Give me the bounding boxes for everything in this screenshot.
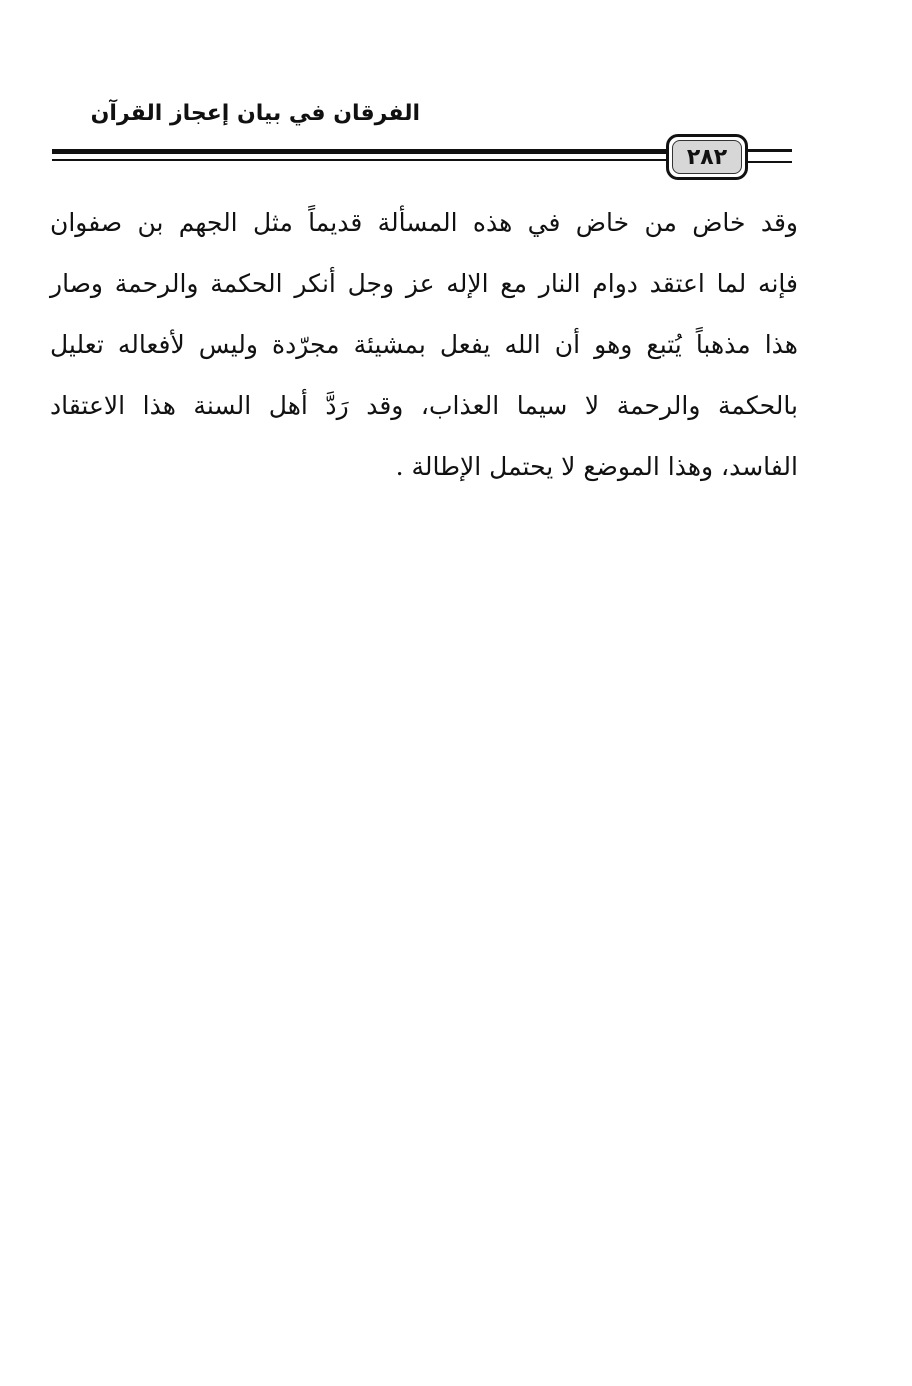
header-rule-right-top [746, 149, 792, 152]
text-line-5: الفاسد، وهذا الموضع لا يحتمل الإطالة . [395, 452, 798, 481]
running-title: الفرقان في بيان إعجاز القرآن [90, 101, 420, 126]
header-rule-right-bottom [746, 161, 792, 163]
page-number-frame [666, 134, 748, 180]
page-number: ٢٨٢ [672, 140, 742, 174]
header-rule-thin [52, 159, 668, 161]
text-line-4: بالحكمة والرحمة لا سيما العذاب، وقد رَدَّ أهل السنة هذا الاعتقاد [50, 391, 798, 420]
text-line-1: وقد خاض من خاض في هذه المسألة قديماً مثل الجهم بن صفوان [50, 208, 798, 237]
header-rule-thick [52, 149, 668, 154]
body-paragraph [50, 192, 798, 497]
text-line-3: هذا مذهباً يُتبع وهو أن الله يفعل بمشيئة مجرّدة وليس لأفعاله تعليل [50, 330, 798, 359]
text-line-2: فإنه لما اعتقد دوام النار مع الإله عز وجل أنكر الحكمة والرحمة وصار [50, 269, 798, 298]
